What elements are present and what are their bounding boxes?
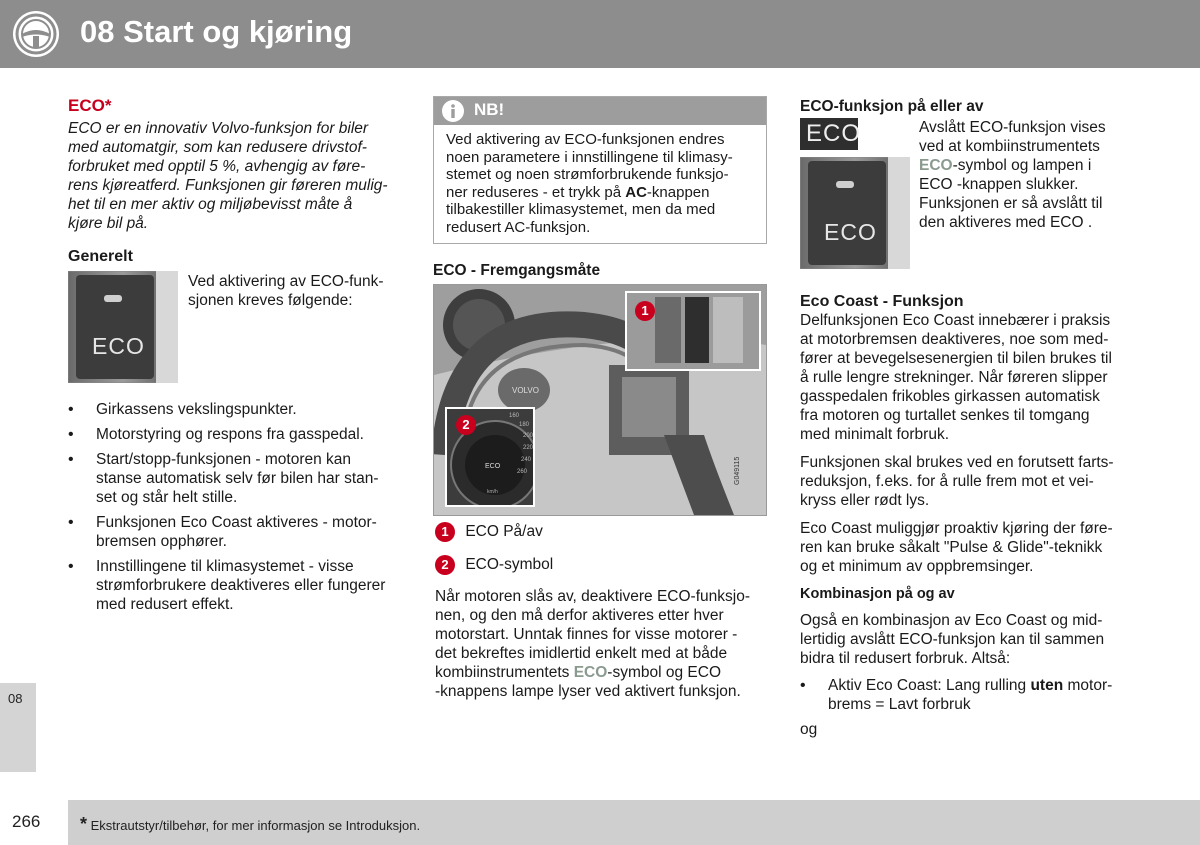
eco-button-label: ECO [92, 333, 145, 359]
page-header [0, 0, 1200, 68]
chapter-tab[interactable] [0, 683, 36, 772]
general-text: Ved aktivering av ECO-funk- sjonen kreves følgende: [188, 273, 384, 309]
gauge-tick: 260 [517, 469, 528, 475]
info-icon [440, 99, 466, 123]
callout-badge-2: 2 [456, 415, 476, 435]
list-item: • Start/stopp-funksjonen - motoren kan stanse automatisk selv før bilen har stan- set og står helt stille. [68, 450, 408, 507]
eco-symbol-image [800, 118, 862, 150]
steering-wheel-icon [12, 10, 60, 58]
chapter-title: 08 Start og kjøring [80, 14, 353, 49]
gauge-tick: 220 [523, 445, 534, 451]
page-number: 266 [12, 812, 41, 831]
eco-coast-para-1: Delfunksjonen Eco Coast innebærer i praksis at motorbremsen deaktiveres, noe som med- fører at bevegelsesenergien til bilen brukes til å rulle lengre strekninger. Når føreren slipper gasspedalen frikobles girkassen automatisk fra motoren og turtallet senkes til tomgang med minimalt forbruk. [800, 312, 1112, 443]
eco-on-off-heading: ECO-funksjon på eller av [800, 98, 984, 115]
note-header [434, 97, 766, 125]
section-title: ECO* [68, 96, 112, 115]
gauge-tick: 200 [523, 433, 534, 439]
list-item: • Aktiv Eco Coast: Lang rulling uten motor- brems = Lavt forbruk [800, 676, 1140, 714]
note-box [433, 96, 767, 244]
final-word: og [800, 721, 818, 738]
eco-off-text: Avslått ECO-funksjon vises ved at kombiinstrumentets ECO-symbol og lampen i ECO -knappen slukker. Funksjonen er så avslått til den aktiveres med ECO . [919, 119, 1106, 231]
requirements-list [68, 400, 408, 620]
inset-eco-symbol: ECO [485, 463, 501, 470]
note-title: NB! [474, 100, 505, 119]
eco-coast-para-2: Funksjonen skal brukes ved en forutsett farts- reduksjon, f.eks. for å rulle frem mot et vei- kryss eller rødt lys. [800, 454, 1114, 509]
list-item: • Funksjonen Eco Coast aktiveres - motor- bremsen opphører. [68, 513, 408, 551]
chapter-tab-label: 08 [8, 691, 23, 706]
list-item: • Girkassens vekslingspunkter. [68, 400, 408, 419]
list-item: • Innstillingene til klimasystemet - visse strømforbrukere deaktiveres eller fungerer med redusert effekt. [68, 557, 408, 614]
brand-label: VOLVO [512, 386, 539, 395]
eco-coast-para-3: Eco Coast muliggjør proaktiv kjøring der føre- ren kan bruke såkalt "Pulse & Glide"-teknikk og et minimum av oppbremsinger. [800, 520, 1113, 575]
intro-text: ECO er en innovativ Volvo-funksjon for biler med automatgir, som kan redusere drivstof- forbruket med opptil 5 %, avhengig av føre- rens kjøreatferd. Funksjonen gir føreren mulig- het til en mer aktiv og miljøbevisst måte å kjøre bil på. [68, 120, 388, 232]
gauge-tick: 240 [521, 457, 532, 463]
combination-heading: Kombinasjon på og av [800, 586, 955, 602]
list-item: • Motorstyring og respons fra gasspedal. [68, 425, 408, 444]
gauge-tick: 180 [519, 422, 530, 428]
callout-badge-1: 1 [635, 301, 655, 321]
legend-item-2: 2 ECO-symbol [435, 555, 553, 575]
procedure-text: Når motoren slås av, deaktivere ECO-funksjo- nen, og den må derfor aktiveres etter hver motorstart. Unntak finnes for visse motorer - det bekreftes imidlertid enkelt med at både kombiinstrumentets ECO-symbol og ECO -knappens lampe lyser ved aktivert funksjon. [435, 588, 750, 700]
figure-code: G049115 [734, 456, 741, 485]
eco-coast-section [800, 292, 1140, 739]
footnote-star: * [80, 814, 88, 834]
inset-speed-unit: km/h [487, 489, 498, 495]
legend-badge: 1 [435, 522, 455, 542]
combination-text: Også en kombinasjon av Eco Coast og mid- lertidig avslått ECO-funksjon kan til sammen bidra til redusert forbruk. Altså: [800, 612, 1105, 667]
eco-button-image-2 [800, 157, 910, 269]
eco-button-image [68, 271, 178, 383]
column-1 [68, 96, 408, 266]
footnote: * Ekstrautstyr/tilbehør, for mer informasjon se Introduksjon. [80, 814, 421, 834]
eco-symbol-label: ECO [806, 120, 862, 147]
eco-coast-heading: Eco Coast - Funksjon [800, 293, 964, 310]
note-text: Ved aktivering av ECO-funksjonen endres noen parametere i innstillingene til klimasy- stemet og noen strømforbrukende funksjo- ner reduseres - et trykk på AC-knappen tilbakestiller klimasystemet, men da med redusert AC-funksjon. [446, 131, 733, 236]
dashboard-illustration [433, 284, 767, 516]
eco-button-label: ECO [824, 219, 877, 245]
gauge-tick: 160 [509, 413, 520, 419]
general-heading: Generelt [68, 248, 133, 265]
combination-list [800, 676, 1140, 714]
legend-item-1: 1 ECO På/av [435, 522, 543, 542]
procedure-heading: ECO - Fremgangsmåte [433, 262, 601, 279]
legend-badge: 2 [435, 555, 455, 575]
